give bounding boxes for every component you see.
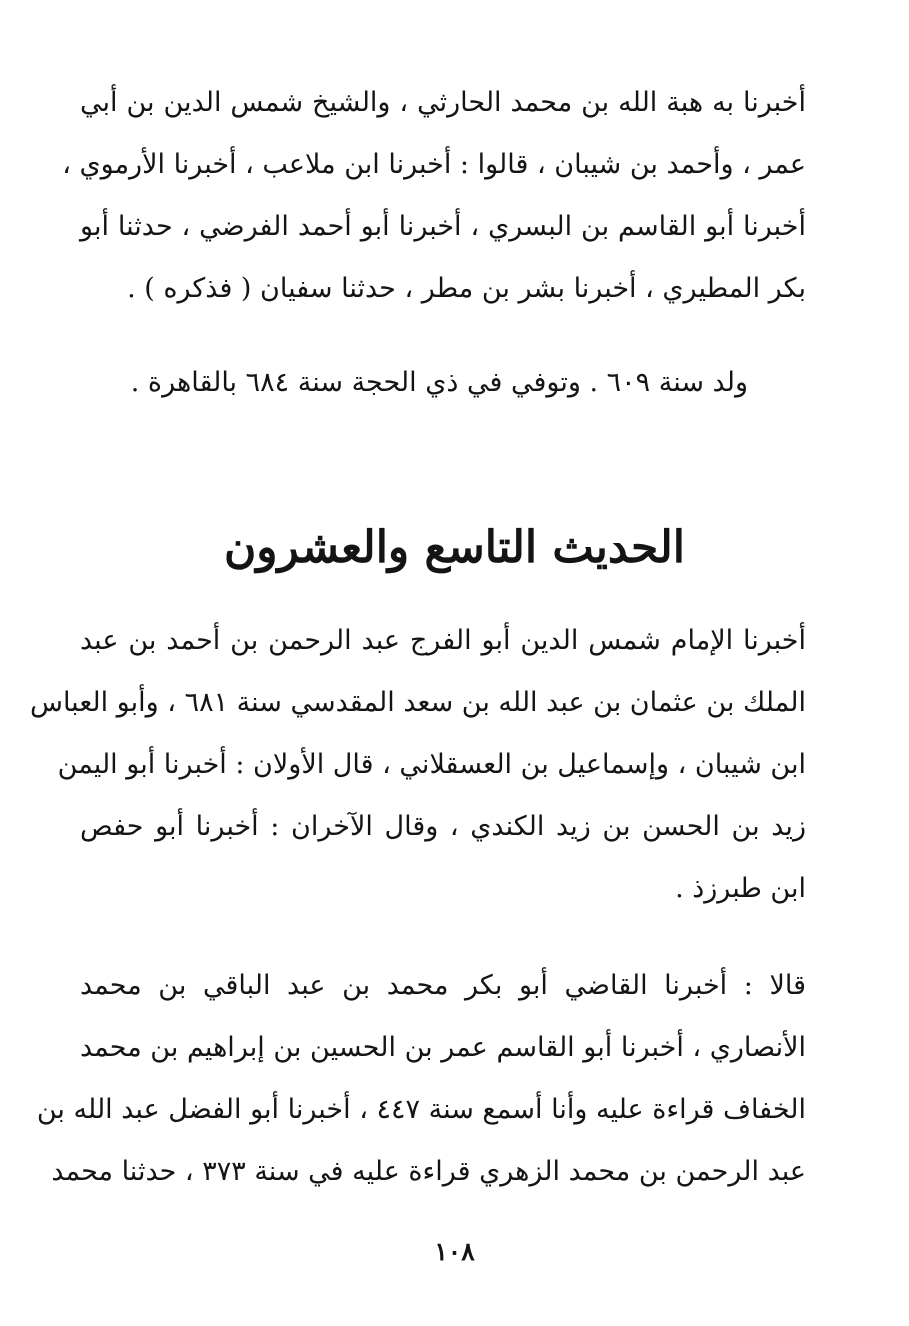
paragraph-4-line-4: عبد الرحمن بن محمد الزهري قراءة عليه في سنة ٣٧٣ ، حدثنا محمد — [51, 1156, 806, 1187]
paragraph-3-line-1: أخبرنا الإمام شمس الدين أبو الفرج عبد الرحمن بن أحمد بن عبد — [80, 625, 806, 656]
paragraph-1 — [62, 72, 806, 320]
paragraph-1-line-3: أخبرنا أبو القاسم بن البسري ، أخبرنا أبو أحمد الفرضي ، حدثنا أبو — [80, 211, 806, 242]
paragraph-4-line-2: الأنصاري ، أخبرنا أبو القاسم عمر بن الحسين بن إبراهيم بن محمد — [80, 1032, 806, 1063]
paragraph-2: ولد سنة ٦٠٩ . وتوفي في ذي الحجة سنة ٦٨٤ بالقاهرة . — [130, 367, 748, 398]
paragraph-1-line-4: بكر المطيري ، أخبرنا بشر بن مطر ، حدثنا سفيان ( فذكره ) . — [127, 273, 806, 304]
paragraph-4-line-3: الخفاف قراءة عليه وأنا أسمع سنة ٤٤٧ ، أخبرنا أبو الفضل عبد الله بن — [36, 1094, 806, 1125]
paragraph-3 — [30, 610, 806, 920]
paragraph-3-line-4: زيد بن الحسن بن زيد الكندي ، وقال الآخران : أخبرنا أبو حفص — [80, 811, 806, 842]
section-heading: الحديث التاسع والعشرون — [223, 522, 685, 573]
paragraph-4 — [36, 955, 806, 1203]
paragraph-1-line-2: عمر ، وأحمد بن شيبان ، قالوا : أخبرنا ابن ملاعب ، أخبرنا الأرموي ، — [62, 149, 806, 180]
page-number: ١٠٨ — [434, 1237, 475, 1266]
paragraph-4-line-1: قالا : أخبرنا القاضي أبو بكر محمد بن عبد الباقي بن محمد — [80, 970, 806, 1001]
paragraph-3-line-3: ابن شيبان ، وإسماعيل بن العسقلاني ، قال الأولان : أخبرنا أبو اليمن — [57, 749, 806, 780]
paragraph-3-line-2: الملك بن عثمان بن عبد الله بن سعد المقدسي سنة ٦٨١ ، وأبو العباس — [30, 687, 806, 718]
paragraph-1-line-1: أخبرنا به هبة الله بن محمد الحارثي ، والشيخ شمس الدين بن أبي — [80, 87, 806, 118]
paragraph-3-line-5: ابن طبرزذ . — [675, 873, 806, 904]
